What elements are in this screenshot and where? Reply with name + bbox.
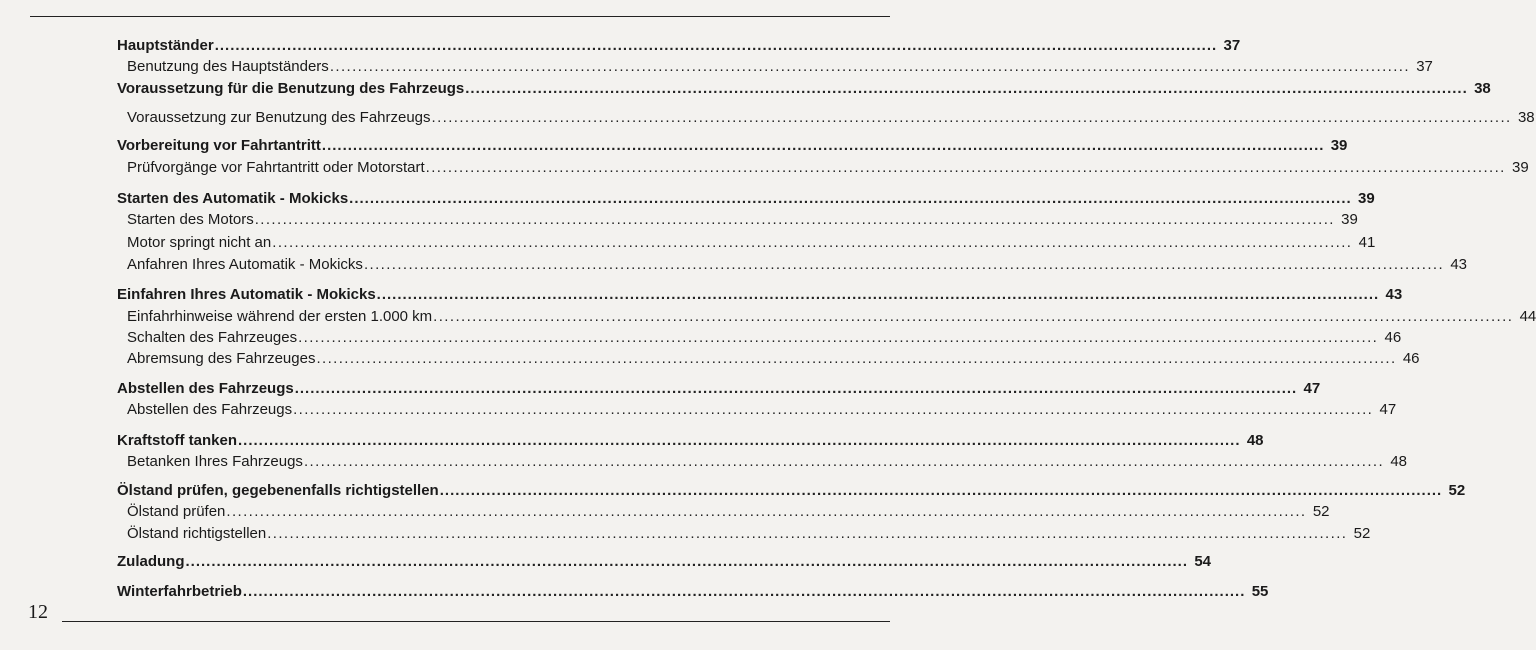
toc-entry-page: 48 — [1246, 432, 1264, 449]
dot-leader: .................................................................................................................................................................................................. — [376, 286, 1380, 303]
toc-entry[interactable] — [127, 502, 1330, 522]
dot-leader: .................................................................................................................................................................................................. — [254, 211, 1335, 228]
toc-entry-title: Ölstand richtigstellen — [127, 525, 267, 542]
toc-entry-page: 38 — [1517, 109, 1535, 126]
toc-entry-page: 38 — [1474, 80, 1491, 97]
toc-entry-title: Kraftstoff tanken — [117, 432, 238, 449]
dot-leader: .................................................................................................................................................................................................. — [349, 190, 1352, 207]
dot-leader: .................................................................................................................................................................................................. — [465, 80, 1468, 97]
dot-leader: .................................................................................................................................................................................................. — [272, 234, 1353, 251]
toc-entry-page: 39 — [1357, 190, 1375, 207]
dot-leader: .................................................................................................................................................................................................. — [439, 482, 1443, 499]
toc-entry-title: Benutzung des Hauptständers — [127, 58, 329, 75]
toc-entry[interactable] — [127, 349, 1420, 369]
toc-entry[interactable] — [117, 552, 1211, 572]
toc-entry-title: Einfahren Ihres Automatik - Mokicks — [117, 286, 376, 303]
toc-entry[interactable] — [127, 233, 1376, 253]
toc-entry[interactable] — [127, 524, 1371, 544]
dot-leader: .................................................................................................................................................................................................. — [433, 308, 1514, 325]
dot-leader: .................................................................................................................................................................................................. — [321, 137, 1325, 154]
toc-entry-page: 44 — [1519, 308, 1536, 325]
toc-entry[interactable] — [127, 307, 1536, 327]
toc-entry-title: Abstellen des Fahrzeugs — [127, 401, 293, 418]
toc-entry-page: 52 — [1448, 482, 1466, 499]
dot-leader: .................................................................................................................................................................................................. — [267, 525, 1348, 542]
toc-entry-page: 55 — [1251, 583, 1269, 600]
toc-entry-page: 37 — [1416, 58, 1433, 75]
toc-entry-page: 43 — [1385, 286, 1403, 303]
toc-entry[interactable] — [127, 255, 1468, 275]
toc-entry-title: Vorbereitung vor Fahrtantritt — [117, 137, 321, 154]
toc-entry-page: 52 — [1353, 525, 1371, 542]
toc-entry-title: Anfahren Ihres Automatik - Mokicks — [127, 256, 363, 273]
toc-entry-title: Winterfahrbetrieb — [117, 583, 242, 600]
toc-entry[interactable] — [127, 210, 1358, 230]
dot-leader: .................................................................................................................................................................................................. — [214, 37, 1218, 54]
toc-entry-title: Abstellen des Fahrzeugs — [117, 380, 294, 397]
page-number: 12 — [28, 601, 48, 623]
toc-entry[interactable] — [117, 582, 1269, 602]
toc-entry-title: Ölstand prüfen — [127, 503, 226, 520]
dot-leader: .................................................................................................................................................................................................. — [303, 453, 1385, 470]
toc-entry-page: 39 — [1512, 159, 1529, 176]
toc-entry-page: 48 — [1390, 453, 1408, 470]
toc-entry-page: 46 — [1402, 350, 1420, 367]
dot-leader: .................................................................................................................................................................................................. — [425, 159, 1506, 176]
toc-entry-title: Einfahrhinweise während der ersten 1.000 km — [127, 308, 433, 325]
toc-entry[interactable] — [127, 328, 1402, 348]
toc-entry[interactable] — [127, 452, 1408, 472]
dot-leader: .................................................................................................................................................................................................. — [294, 380, 1298, 397]
toc-entry-title: Voraussetzung zur Benutzung des Fahrzeugs — [127, 109, 431, 126]
toc-entry-page: 47 — [1379, 401, 1397, 418]
toc-entry-page: 47 — [1303, 380, 1321, 397]
toc-entry[interactable] — [127, 158, 1529, 178]
toc-entry[interactable] — [117, 379, 1321, 399]
toc-entry[interactable] — [117, 431, 1264, 451]
dot-leader: .................................................................................................................................................................................................. — [298, 329, 1379, 346]
dot-leader: .................................................................................................................................................................................................. — [242, 583, 1246, 600]
bottom-rule — [62, 621, 890, 622]
dot-leader: .................................................................................................................................................................................................. — [293, 401, 1374, 418]
toc-entry-page: 43 — [1450, 256, 1468, 273]
top-rule — [30, 16, 890, 17]
toc-entry-title: Betanken Ihres Fahrzeugs — [127, 453, 303, 470]
dot-leader: .................................................................................................................................................................................................. — [185, 553, 1188, 570]
toc-entry-page: 54 — [1194, 553, 1211, 570]
toc-entry[interactable] — [117, 481, 1466, 501]
dot-leader: .................................................................................................................................................................................................. — [431, 109, 1512, 126]
toc-entry-page: 39 — [1341, 211, 1358, 228]
toc-entry-title: Abremsung des Fahrzeuges — [127, 350, 316, 367]
dot-leader: .................................................................................................................................................................................................. — [316, 350, 1397, 367]
toc-entry-page: 46 — [1384, 329, 1402, 346]
toc-entry-title: Prüfvorgänge vor Fahrtantritt oder Motorstart — [127, 159, 425, 176]
toc-entry-title: Starten des Motors — [127, 211, 254, 228]
toc-entry[interactable] — [117, 189, 1375, 209]
toc-entry-title: Voraussetzung für die Benutzung des Fahrzeugs — [117, 80, 465, 97]
toc-entry-title: Schalten des Fahrzeuges — [127, 329, 298, 346]
toc-entry-page: 37 — [1223, 37, 1241, 54]
toc-entry[interactable] — [117, 36, 1241, 56]
toc-entry[interactable] — [117, 136, 1348, 156]
toc-entry-page: 52 — [1312, 503, 1330, 520]
toc-entry[interactable] — [117, 79, 1491, 99]
dot-leader: .................................................................................................................................................................................................. — [238, 432, 1241, 449]
toc-entry-title: Zuladung — [117, 553, 185, 570]
toc-entry-page: 39 — [1330, 137, 1348, 154]
dot-leader: .................................................................................................................................................................................................. — [329, 58, 1410, 75]
toc-entry[interactable] — [117, 285, 1403, 305]
dot-leader: .................................................................................................................................................................................................. — [363, 256, 1445, 273]
toc-entry[interactable] — [127, 57, 1433, 77]
toc-entry-title: Ölstand prüfen, gegebenenfalls richtigstellen — [117, 482, 439, 499]
toc-entry-title: Hauptständer — [117, 37, 214, 54]
toc-entry[interactable] — [127, 108, 1535, 128]
dot-leader: .................................................................................................................................................................................................. — [226, 503, 1307, 520]
toc-entry-title: Starten des Automatik - Mokicks — [117, 190, 349, 207]
toc-entry-page: 41 — [1358, 234, 1376, 251]
toc-entry-title: Motor springt nicht an — [127, 234, 272, 251]
toc-entry[interactable] — [127, 400, 1397, 420]
